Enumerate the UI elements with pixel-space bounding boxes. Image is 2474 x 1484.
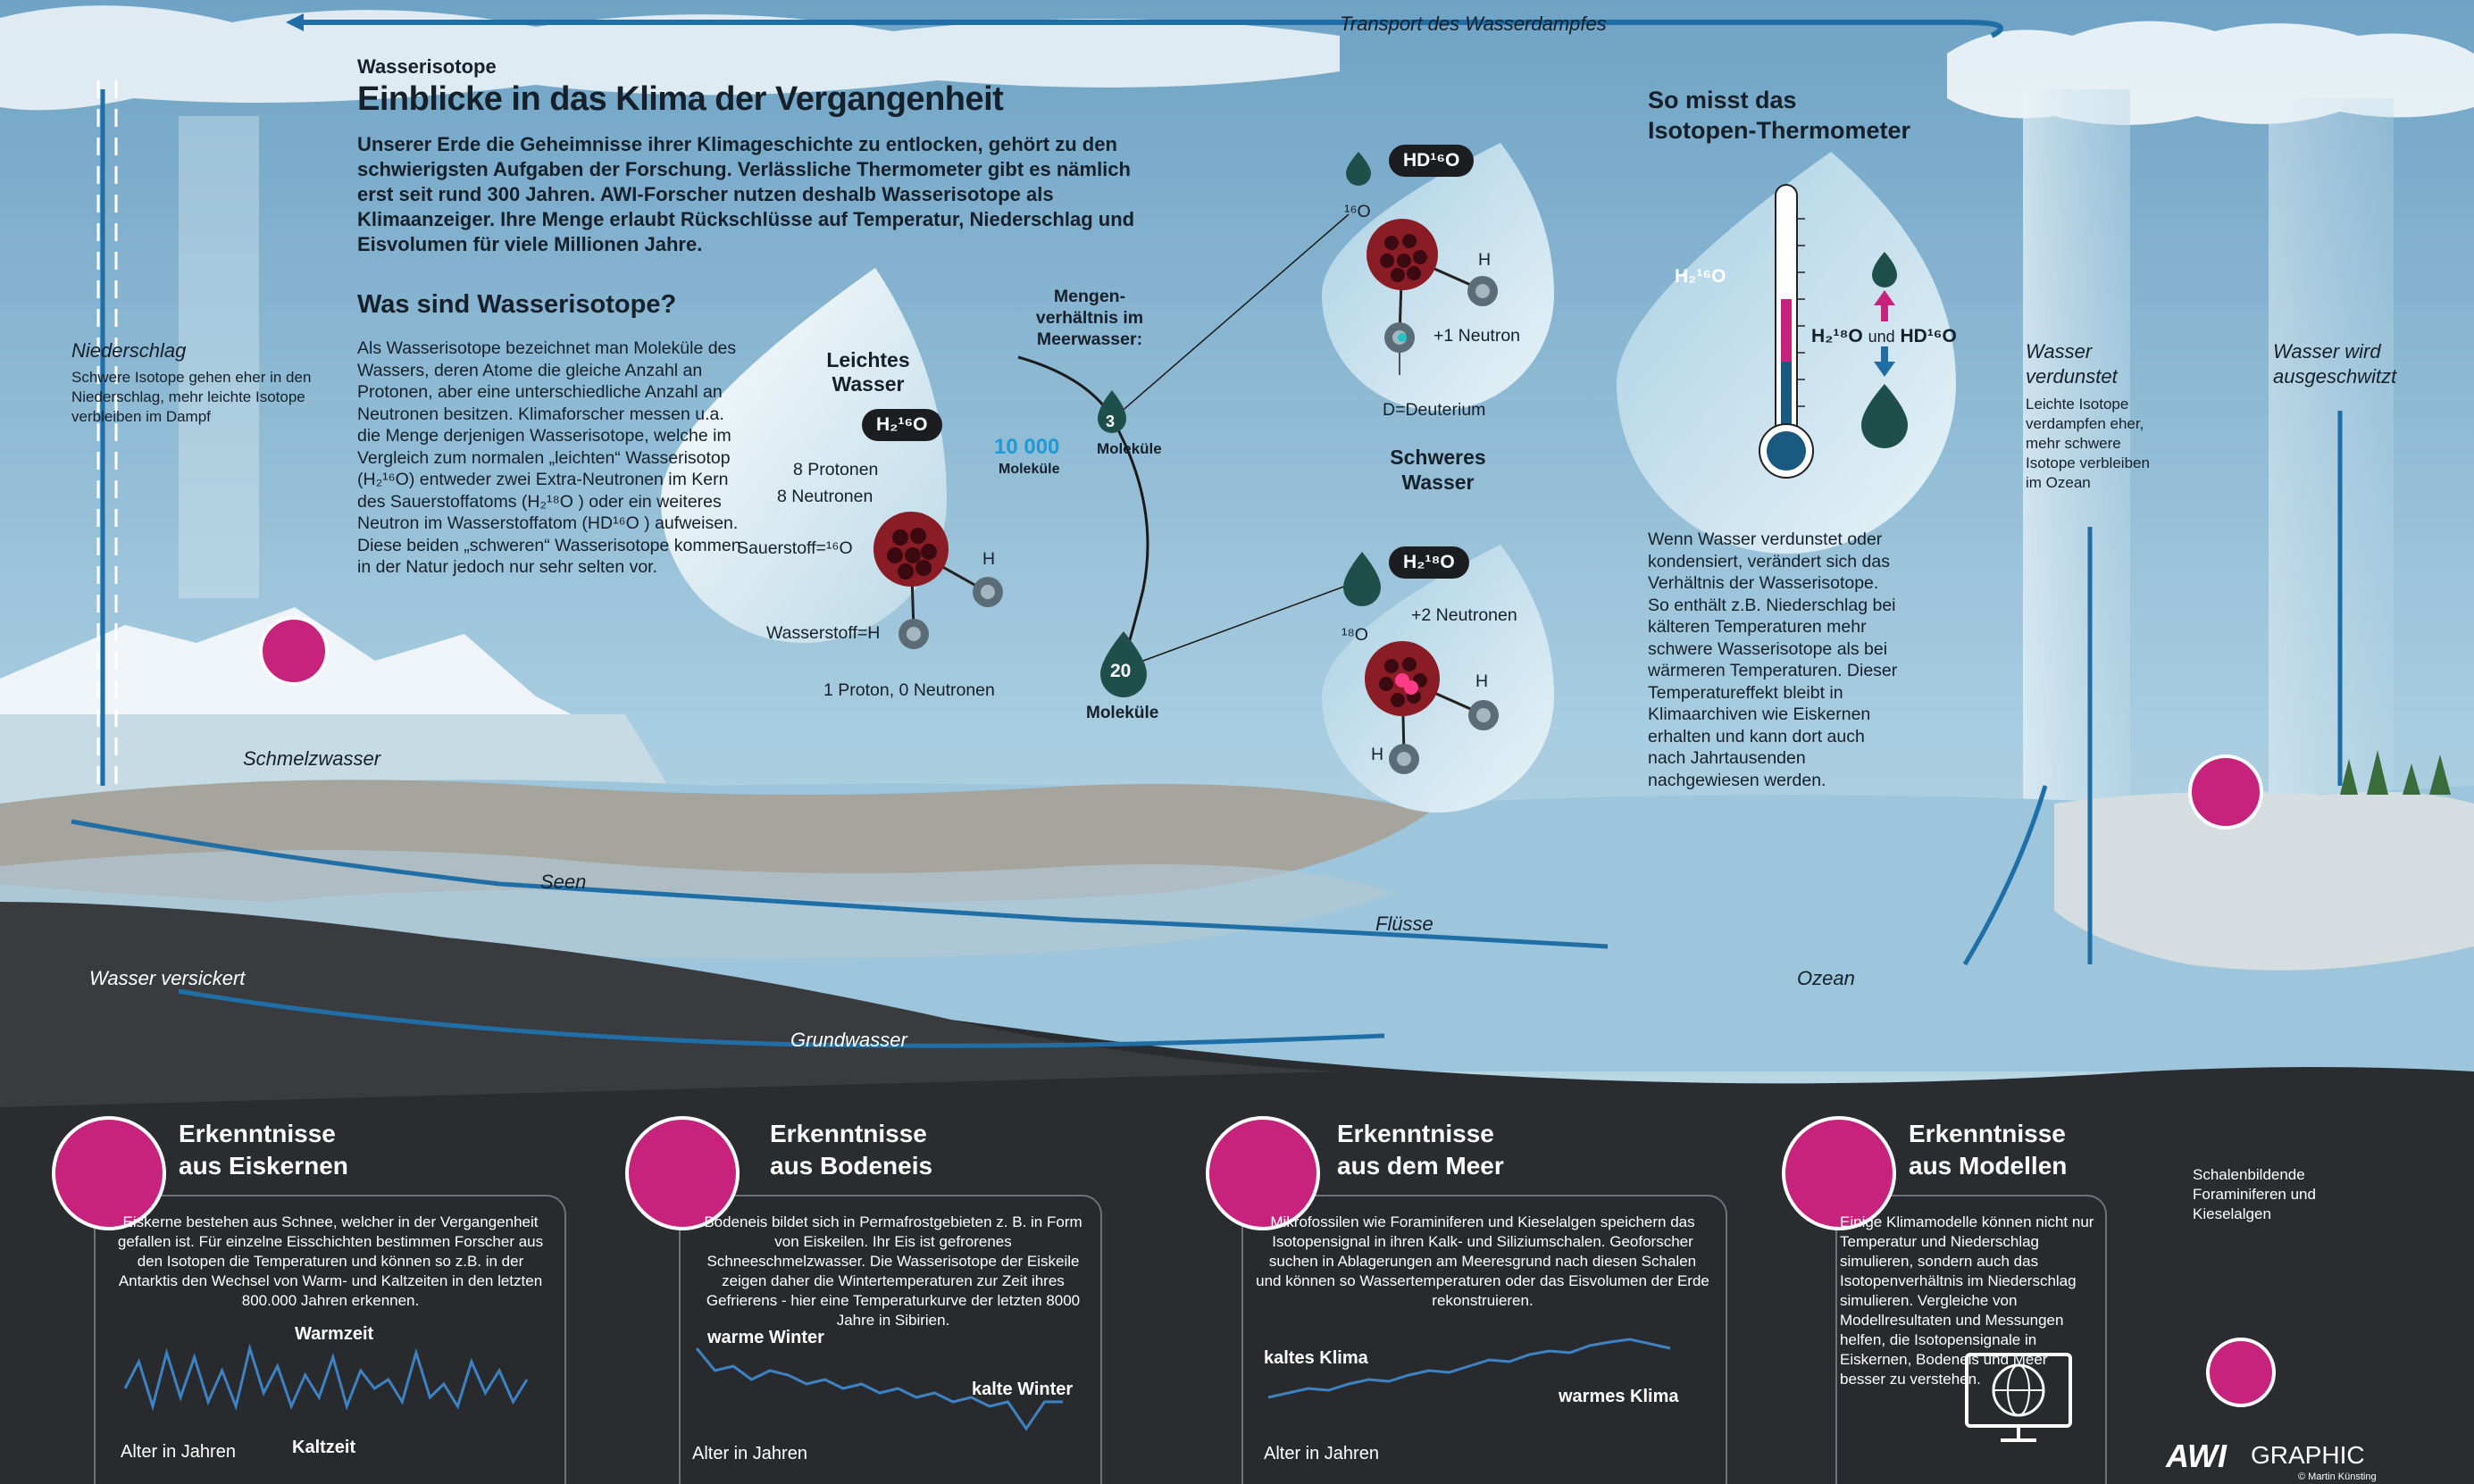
chart3-axis-label: Alter in Jahren xyxy=(1264,1444,1379,1463)
chart2-svg xyxy=(692,1339,1067,1438)
hd-count-unit: Moleküle xyxy=(1097,440,1162,457)
ausgeschwitzt-line1: Wasser wird xyxy=(2273,340,2381,363)
o18-molecule-icon xyxy=(1349,625,1500,786)
panel-sea-title-line2: aus dem Meer xyxy=(1337,1152,1504,1180)
hd-count: 3 xyxy=(1106,413,1116,430)
computer-globe-icon xyxy=(1965,1353,2072,1451)
fluesse-label: Flüsse xyxy=(1375,913,1433,935)
light-count: 10 000 xyxy=(994,435,1060,459)
o18-formula-chip: H₂¹⁸O xyxy=(1389,546,1469,579)
chart3-high-label: warmes Klima xyxy=(1559,1387,1679,1406)
o18-count: 20 xyxy=(1110,661,1132,681)
awi-logo: AWI xyxy=(2166,1438,2227,1474)
verdunstet-label xyxy=(2026,339,2118,389)
schalen-note: Schalenbildende Foraminiferen und Kieselalgen xyxy=(2193,1166,2316,1222)
panel-models-title xyxy=(1909,1118,2067,1182)
chart2-axis-label: Alter in Jahren xyxy=(692,1444,807,1463)
o18-h2-label: H xyxy=(1371,745,1384,764)
thermo-und-label: und xyxy=(1868,328,1895,346)
thermometer-icon xyxy=(1755,183,1818,487)
chart2-high-label: warme Winter xyxy=(707,1328,824,1347)
ground-ice-badge-icon xyxy=(2188,755,2263,830)
hd-molecule-icon xyxy=(1353,205,1505,375)
light-count-unit: Moleküle xyxy=(999,462,1060,477)
hd-neutron-label: +1 Neutron xyxy=(1433,326,1521,346)
protons-label: 8 Protonen xyxy=(793,460,879,479)
shells-badge-icon xyxy=(2206,1338,2276,1407)
hd-small-drop-icon xyxy=(1344,150,1373,188)
thermometer-title xyxy=(1648,85,1910,146)
ratio-label-line1: Mengen- xyxy=(1053,287,1126,306)
light-water-title-line2: Wasser xyxy=(832,372,905,396)
chart1-low-label: Kaltzeit xyxy=(292,1438,356,1457)
niederschlag-label: Niederschlag xyxy=(71,339,187,362)
niederschlag-note: Schwere Isotope gehen eher in den Niederschlag, mehr leichte Isotope verbleiben im Dampf xyxy=(71,369,312,425)
o18-neutrons-label: +2 Neutronen xyxy=(1411,605,1517,625)
transport-label: Transport des Wasserdampfes xyxy=(1340,13,1607,35)
hydrogen-h-label: H xyxy=(982,549,996,569)
verdunstet-note: Leichte Isotope verdampfen eher, mehr schwere Isotope verbleiben im Ozean xyxy=(2026,396,2150,491)
panel-ice-cores-body: Eiskerne bestehen aus Schnee, welcher in der Vergangenheit gefallen ist. Für einzelne Eisschichten bestimmen Forscher aus den Isotopen die Temperaturen und können so z.B. in der Antarktis den Wechsel von Warm- und Kaltzeiten in den letzten 800.000 Jahren erkennen. xyxy=(117,1213,544,1309)
chart3-low-label: kaltes Klima xyxy=(1264,1348,1368,1368)
verdunstet-line2: verdunstet xyxy=(2026,365,2118,388)
chart1-line xyxy=(125,1348,527,1406)
thermometer-title-line2: Isotopen-Thermometer xyxy=(1648,117,1911,144)
panel-ice-cores-title-line2: aus Eiskernen xyxy=(179,1152,348,1180)
ausgeschwitzt-label xyxy=(2273,339,2396,389)
chart3-svg xyxy=(1264,1321,1675,1420)
light-water-molecule-icon xyxy=(857,500,1018,661)
ratio-label xyxy=(1027,286,1152,350)
heavy-water-title-line2: Wasser xyxy=(1401,471,1475,494)
thermo-h2o-label: H₂¹⁶O xyxy=(1675,266,1726,287)
thermo-h218o-label: H₂¹⁸O xyxy=(1811,326,1863,346)
panel-ground-ice-body: Bodeneis bildet sich in Permafrostgebieten z. B. in Form von Eiskeilen. Ihr Eis ist gefrorenes Schneeschmelzwasser. Die Wasserisotope der Eiskeile zeigen daher die Wintertemperaturen zur Zeit ihres Gefrierens - hier eine Temperaturkurve der letzten 8000 Jahre in Sibirien. xyxy=(704,1213,1082,1329)
thermometer-title-line1: So misst das xyxy=(1648,87,1797,113)
panel-sea-title-line1: Erkenntnisse xyxy=(1337,1120,1494,1147)
logo-wordmark: GRAPHIC xyxy=(2251,1441,2365,1469)
panel-models-title-line1: Erkenntnisse xyxy=(1909,1120,2066,1147)
thermometer-body: Wenn Wasser verdunstet oder kondensiert, verändert sich das Verhältnis der Wasserisotope. So enthält z.B. Niederschlag bei kälteren Temperaturen mehr schwere Wasserisotope als bei wärmeren Temperaturen. Dieser Temperatureffekt bleibt in Klimaarchiven wie Eiskernen erhalten und kann dort auch nach Jahrtausenden nachgewiesen werden. xyxy=(1648,529,1898,790)
chart3-line xyxy=(1268,1339,1670,1397)
panel-ice-cores-title-line1: Erkenntnisse xyxy=(179,1120,336,1147)
panel-models-body: Einige Klimamodelle können nicht nur Temperatur und Niederschlag simulieren, sondern auch das Isotopenverhältnis im Niederschlag simulieren. Vergleiche von Modellresultaten und Messungen helfen, die Isotopensignale in Eiskernen, Bodeneis und Meer besser zu verstehen. xyxy=(1840,1213,2094,1388)
ozean-label: Ozean xyxy=(1797,967,1855,989)
ice-core-badge-icon xyxy=(259,616,329,686)
versickert-label: Wasser versickert xyxy=(89,967,246,989)
panel-ground-ice-title xyxy=(770,1118,932,1182)
o18-count-unit: Moleküle xyxy=(1086,704,1159,722)
thermo-heavy-labels xyxy=(1811,326,1957,347)
deuterium-label: D=Deuterium xyxy=(1383,400,1486,420)
neutrons-label: 8 Neutronen xyxy=(777,487,873,506)
section-title: Was sind Wasserisotope? xyxy=(357,290,677,319)
ausgeschwitzt-line2: ausgeschwitzt xyxy=(2273,365,2397,388)
panel-sea-title xyxy=(1337,1118,1504,1182)
chart2-line xyxy=(697,1348,1063,1429)
o18-small-drop-icon xyxy=(1340,550,1384,613)
seen-label: Seen xyxy=(540,871,587,893)
chart1-axis-label: Alter in Jahren xyxy=(121,1442,236,1462)
hd-formula-chip: HD¹⁶O xyxy=(1389,145,1474,177)
panel-ground-ice-title-line2: aus Bodeneis xyxy=(770,1152,933,1180)
heavy-isotope-arrows-icon xyxy=(1858,250,1911,455)
schmelzwasser-label: Schmelzwasser xyxy=(243,747,381,770)
heavy-water-title xyxy=(1384,445,1492,495)
heavy-water-title-line1: Schweres xyxy=(1390,446,1486,469)
logo-credit: © Martin Künsting xyxy=(2298,1471,2377,1482)
hydrogen-label: Wasserstoff=H xyxy=(766,623,881,643)
o18-oxygen-label: ¹⁸O xyxy=(1341,625,1368,645)
light-water-formula-chip: H₂¹⁶O xyxy=(862,409,942,441)
chart1-high-label: Warmzeit xyxy=(295,1324,374,1344)
kicker: Wasserisotope xyxy=(357,55,497,78)
section-body: Als Wasserisotope bezeichnet man Moleküle des Wassers, deren Atome die gleiche Anzahl an Protonen, aber eine unterschiedliche Anzahl an Neutronen besitzen. Klimaforscher messen u.a. die Menge derjenigen Wasserisotope, welche im Vergleich zum normalen „leichten“ Wasserisotop (H₂¹⁶O) entweder zwei Extra-Neutronen im Kern des Sauerstoffatoms (H₂¹⁸O ) oder ein weiteres Neutron im Wasserstoffatom (HD¹⁶O ) aufweisen. Diese beiden „schweren“ Wasserisotope kommen in der Natur jedoch nur sehr selten vor. xyxy=(357,338,741,577)
grundwasser-label: Grundwasser xyxy=(790,1029,907,1051)
chart1-svg xyxy=(121,1339,531,1438)
hd-h-label: H xyxy=(1478,250,1492,270)
verdunstet-line1: Wasser xyxy=(2026,340,2093,363)
panel-models-title-line2: aus Modellen xyxy=(1909,1152,2068,1180)
panel-ground-ice-title-line1: Erkenntnisse xyxy=(770,1120,927,1147)
chart2-low-label: kalte Winter xyxy=(972,1380,1074,1399)
light-water-title-line1: Leichtes xyxy=(826,348,910,371)
hydrogen-detail: 1 Proton, 0 Neutronen xyxy=(823,680,995,700)
hd-oxygen-label: ¹⁶O xyxy=(1344,202,1371,221)
lead-paragraph: Unserer Erde die Geheimnisse ihrer Klimageschichte zu entlocken, gehört zu den schwierigsten Aufgaben der Forschung. Verlässliche Thermometer gibt es nämlich erst seit rund 300 Jahren. AWI-Forscher nutzen deshalb Wasserisotope als Klimaanzeiger. Ihre Menge erlaubt Rückschlüsse auf Temperatur, Niederschlag und Eisvolumen für viele Millionen Jahre. xyxy=(357,133,1135,255)
ratio-label-line2: verhältnis im xyxy=(1035,308,1144,328)
thermo-hdo-label: HD¹⁶O xyxy=(1900,326,1957,346)
panel-sea-body: Mikrofossilen wie Foraminiferen und Kieselalgen speichern das Isotopensignal in ihren Kalk- und Siliziumschalen. Geoforscher suchen in Ablagerungen am Meeresgrund nach diesen Schalen und können so Wassertemperaturen oder das Eisvolumen der Erde rekonstruieren. xyxy=(1256,1213,1709,1309)
ratio-label-line3: Meerwasser: xyxy=(1036,329,1143,349)
oxygen-label: Sauerstoff=¹⁶O xyxy=(737,538,853,558)
o18-h1-label: H xyxy=(1475,671,1489,691)
panel-ice-cores-title xyxy=(179,1118,348,1182)
page-title: Einblicke in das Klima der Vergangenheit xyxy=(357,80,1004,118)
